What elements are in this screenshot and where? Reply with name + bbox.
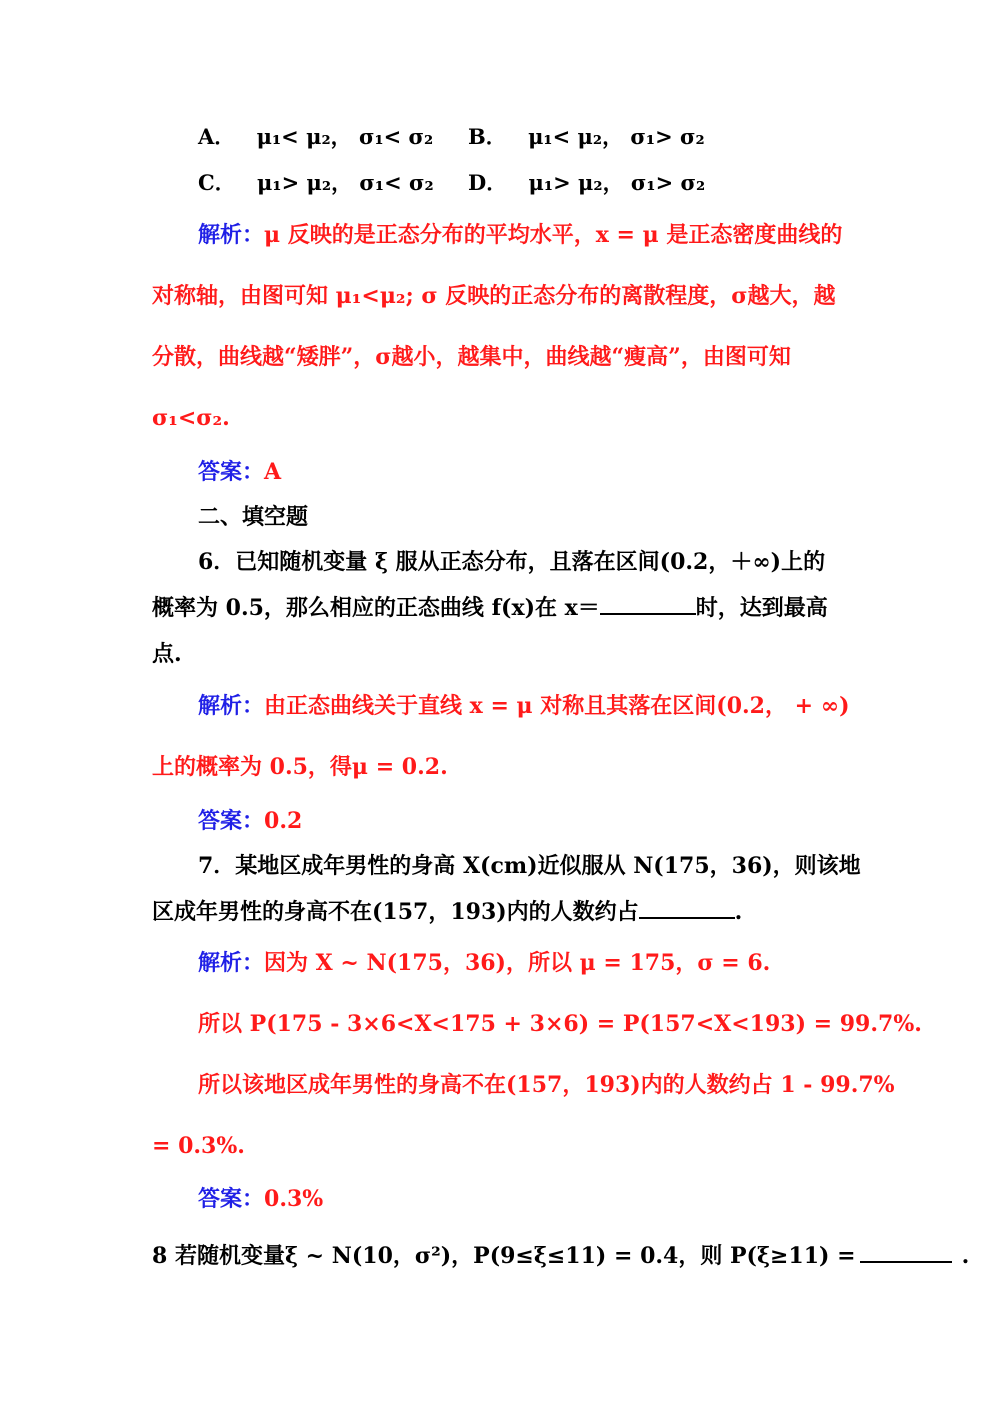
q7-line-2-text: 区成年男性的身高不在(157，193)内的人数约占 [152,899,639,925]
section-title: 二、填空题 [198,504,309,530]
q5-analysis-line-4: σ₁<σ₂. [152,405,230,431]
q7-analysis-line-4: = 0.3%. [152,1133,245,1159]
q5-analysis-text-1: μ 反映的是正态分布的平均水平，x = μ 是正态密度曲线的 [264,222,843,248]
option-d [468,168,705,198]
q6-answer-label: 答案： [198,808,265,834]
q6-line-3: 点. [152,641,182,667]
q7-analysis-line-2: 所以 P(175 - 3×6<X<175 + 3×6) = P(157<X<193) = 99.7%. [198,1011,922,1037]
q7-line-1: 7．某地区成年男性的身高 X(cm)近似服从 N(175，36)，则该地 [198,853,861,879]
q7-analysis-text-1: 因为 X ~ N(175，36)，所以 μ = 175，σ = 6. [264,950,771,976]
option-d-text: μ₁> μ₂， σ₁> σ₂ [528,170,706,195]
q6-analysis-line-1 [198,691,849,721]
q8-line [152,1241,969,1271]
q6-answer [198,806,302,836]
q6-analysis-label: 解析： [198,693,265,719]
option-a-letter: A． [198,124,236,149]
q8-blank[interactable] [860,1243,952,1263]
q6-line-2-end: 时，达到最高 [695,595,828,621]
q7-line-2 [152,897,742,927]
q8-text: 8 若随机变量ξ ~ N(10，σ²)，P(9≤ξ≤11) = 0.4，则 P(ξ≥11) = [152,1243,856,1269]
q7-analysis-line-3: 所以该地区成年男性的身高不在(157，193)内的人数约占 1 - 99.7% [198,1072,895,1098]
q5-answer [198,457,281,487]
q6-answer-value: 0.2 [264,808,303,834]
q5-analysis-line-1 [198,220,842,250]
q7-blank[interactable] [639,899,735,919]
q7-answer-label: 答案： [198,1186,265,1212]
q6-analysis-line-2: 上的概率为 0.5，得μ = 0.2. [152,754,448,780]
option-b-letter: B． [468,124,507,149]
q5-answer-label: 答案： [198,459,265,485]
q7-line-2-end: . [734,899,743,925]
q6-line-2-text: 概率为 0.5，那么相应的正态曲线 f(x)在 x＝ [152,595,600,621]
q6-line-1: 6．已知随机变量 ξ 服从正态分布，且落在区间(0.2，＋∞)上的 [198,549,826,575]
q5-analysis-line-3: 分散，曲线越“矮胖”，σ越小，越集中，曲线越“瘦高”，由图可知 [152,344,791,370]
option-c-letter: C． [198,170,236,195]
q5-analysis-label: 解析： [198,222,265,248]
option-a [198,122,433,152]
q7-answer-value: 0.3% [264,1186,324,1212]
q6-line-2 [152,593,828,623]
q7-analysis-label: 解析： [198,950,265,976]
q7-analysis-line-1 [198,948,770,978]
q7-answer [198,1184,323,1214]
option-a-text: μ₁< μ₂， σ₁< σ₂ [256,124,434,149]
option-c-text: μ₁> μ₂， σ₁< σ₂ [257,170,434,195]
q5-answer-value: A [264,459,282,485]
option-c [198,168,434,198]
q8-end: . [961,1243,970,1269]
option-b [468,122,705,152]
q5-analysis-line-2: 对称轴，由图可知 μ₁<μ₂; σ 反映的正态分布的离散程度，σ越大，越 [152,283,836,309]
option-d-letter: D． [468,170,508,195]
q6-analysis-text-1: 由正态曲线关于直线 x = μ 对称且其落在区间(0.2， + ∞) [264,693,850,719]
option-b-text: μ₁< μ₂， σ₁> σ₂ [528,124,705,149]
q6-blank[interactable] [600,595,696,615]
